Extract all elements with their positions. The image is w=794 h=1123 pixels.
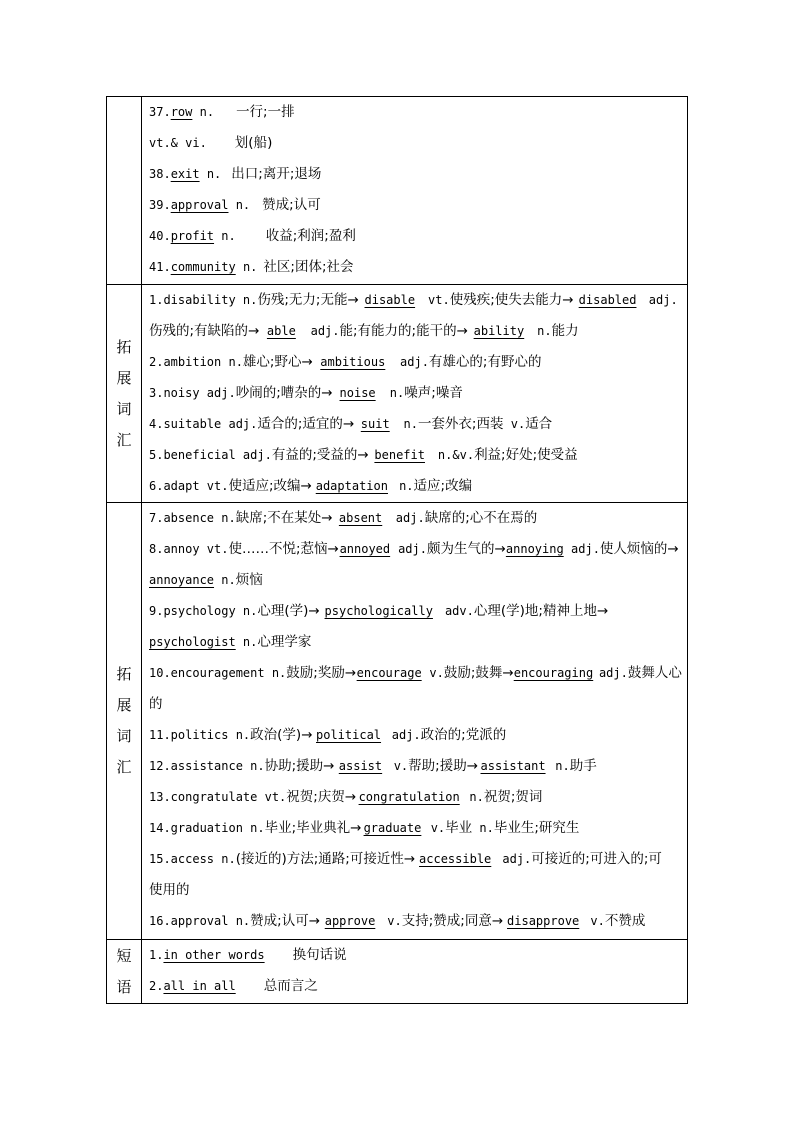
list-item bbox=[149, 596, 681, 627]
answer-word: annoyed bbox=[339, 542, 391, 556]
word-meaning: 能;有能力的;能干的 bbox=[339, 323, 457, 339]
word-meaning: 赞成;认可 bbox=[262, 197, 321, 213]
list-item bbox=[149, 97, 681, 128]
part-of-speech: adv. bbox=[437, 604, 474, 618]
answer-word: encourage bbox=[356, 666, 422, 680]
vocab-section bbox=[107, 97, 687, 285]
part-of-speech: adj. bbox=[563, 542, 600, 556]
part-of-speech: n. bbox=[199, 167, 222, 181]
phrase: in other words bbox=[163, 948, 265, 962]
word-meaning: 帮助;援助 bbox=[408, 758, 467, 774]
word-meaning: 雄心;野心 bbox=[242, 354, 302, 370]
extended-vocab-content-1 bbox=[142, 285, 687, 502]
word-meaning: 不赞成 bbox=[604, 913, 646, 929]
word-meaning: 吵闹的;嘈杂的 bbox=[235, 385, 322, 401]
item-number: 41. bbox=[149, 260, 171, 274]
answer-word: graduate bbox=[363, 821, 422, 835]
arrow-icon: → bbox=[491, 913, 504, 929]
part-of-speech: n. bbox=[235, 260, 258, 274]
list-item bbox=[149, 720, 681, 751]
section-label bbox=[107, 940, 142, 1003]
arrow-icon: → bbox=[347, 292, 359, 308]
answer-word: accessible bbox=[419, 852, 492, 866]
answer-word: psychologist bbox=[149, 635, 236, 649]
word-meaning: 毕业;毕业典礼 bbox=[264, 820, 351, 836]
arrow-icon: → bbox=[308, 913, 321, 929]
word-entry: 12.assistance n. bbox=[149, 759, 265, 773]
word-entry: 13.congratulate vt. bbox=[149, 790, 287, 804]
part-of-speech: n. bbox=[472, 821, 494, 835]
part-of-speech: n. bbox=[391, 479, 414, 493]
list-item bbox=[149, 378, 681, 409]
item-number: 2. bbox=[149, 979, 164, 993]
answer-word: assist bbox=[338, 759, 383, 773]
word-meaning: 伤残的;有缺陷的 bbox=[149, 323, 249, 339]
list-item bbox=[149, 940, 681, 971]
word-meaning: 有益的;受益的 bbox=[271, 447, 358, 463]
item-number: 40. bbox=[149, 229, 171, 243]
list-item bbox=[149, 751, 681, 782]
word-meaning: 划(船) bbox=[234, 135, 273, 151]
label-char: 汇 bbox=[116, 758, 132, 776]
extended-vocab-content-2 bbox=[142, 503, 687, 939]
word-meaning: 一行;一排 bbox=[236, 104, 295, 120]
label-char: 拓 bbox=[116, 337, 132, 356]
arrow-icon: → bbox=[562, 292, 574, 308]
part-of-speech: n. bbox=[235, 635, 258, 649]
word-meaning: 颇为生气的 bbox=[426, 541, 495, 557]
list-item bbox=[149, 190, 681, 221]
list-item bbox=[149, 658, 681, 689]
arrow-icon: → bbox=[300, 478, 312, 494]
word-meaning: 能力 bbox=[551, 323, 579, 339]
arrow-icon: → bbox=[301, 354, 313, 370]
list-item bbox=[149, 128, 681, 159]
label-char: 语 bbox=[116, 977, 132, 996]
label-char: 拓 bbox=[116, 665, 132, 683]
answer-word: annoyance bbox=[149, 573, 215, 587]
word-entry: 4.suitable adj. bbox=[149, 417, 258, 431]
word-meaning: 使人烦恼的 bbox=[599, 541, 668, 557]
list-item bbox=[149, 782, 681, 813]
word-meaning: 毕业生;研究生 bbox=[493, 820, 580, 836]
list-item bbox=[149, 906, 681, 937]
arrow-icon: → bbox=[357, 447, 369, 463]
answer-word: encouraging bbox=[513, 666, 594, 680]
answer-word: absent bbox=[338, 511, 383, 525]
part-of-speech: n. bbox=[214, 573, 236, 587]
word-meaning: 祝贺;庆贺 bbox=[286, 789, 345, 805]
answer-word: political bbox=[316, 728, 382, 742]
label-char: 展 bbox=[116, 696, 132, 714]
part-of-speech: n. bbox=[396, 417, 418, 431]
answer-word: disabled bbox=[578, 293, 637, 307]
arrow-icon: → bbox=[344, 789, 357, 805]
part-of-speech: adj. bbox=[392, 355, 429, 369]
arrow-icon: → bbox=[667, 541, 679, 557]
arrow-icon: → bbox=[323, 758, 335, 774]
answer-word: approve bbox=[324, 914, 376, 928]
section-label bbox=[107, 503, 142, 939]
word-meaning: 鼓励;奖励 bbox=[286, 665, 345, 681]
list-item bbox=[149, 285, 681, 316]
part-of-speech: vt. bbox=[420, 293, 450, 307]
word-entry: 7.absence n. bbox=[149, 511, 236, 525]
word-meaning: 伤残;无力;无能 bbox=[257, 292, 348, 308]
list-item bbox=[149, 503, 681, 534]
arrow-icon: → bbox=[321, 510, 333, 526]
word-meaning: 适应;改编 bbox=[413, 478, 473, 494]
part-of-speech: v. bbox=[583, 914, 605, 928]
vocab-word: row bbox=[170, 105, 193, 119]
list-item bbox=[149, 347, 681, 378]
word-meaning: 的 bbox=[149, 696, 163, 712]
answer-word: disable bbox=[364, 293, 416, 307]
word-meaning: 使适应;改编 bbox=[228, 478, 301, 494]
answer-word: benefit bbox=[374, 448, 425, 462]
word-meaning: 出口;离开;退场 bbox=[231, 166, 322, 182]
list-item bbox=[149, 159, 681, 190]
list-item bbox=[149, 409, 681, 440]
label-char: 词 bbox=[116, 399, 132, 418]
arrow-icon: → bbox=[342, 416, 355, 432]
vocab-word: community bbox=[170, 260, 236, 274]
word-meaning: 使……不悦;惹恼 bbox=[228, 541, 328, 557]
word-meaning: 支持;赞成;同意 bbox=[401, 913, 492, 929]
vocab-word: approval bbox=[170, 198, 229, 212]
word-meaning: 心理(学)地;精神上地 bbox=[473, 603, 597, 619]
word-entry: 8.annoy vt. bbox=[149, 542, 229, 556]
part-of-speech: adj. bbox=[641, 293, 678, 307]
word-meaning: 社区;团体;社会 bbox=[263, 259, 354, 275]
answer-word: psychologically bbox=[324, 604, 433, 618]
arrow-icon: → bbox=[344, 665, 357, 681]
word-entry: 6.adapt vt. bbox=[149, 479, 229, 493]
answer-word: disapprove bbox=[507, 914, 580, 928]
phrases-content bbox=[142, 940, 687, 1003]
label-char: 展 bbox=[116, 368, 132, 387]
section-label bbox=[107, 285, 142, 502]
extended-vocab-section-2 bbox=[107, 503, 687, 940]
word-meaning: 缺席的;心不在焉的 bbox=[424, 510, 538, 526]
list-item bbox=[149, 440, 681, 471]
word-meaning: (接近的)方法;通路;可接近性 bbox=[235, 851, 404, 867]
part-of-speech: vt.& vi. bbox=[149, 136, 207, 150]
list-item bbox=[149, 534, 681, 565]
answer-word: adaptation bbox=[315, 479, 388, 493]
word-meaning: 鼓励;鼓舞 bbox=[443, 665, 503, 681]
word-meaning: 适合 bbox=[525, 416, 553, 432]
answer-word: suit bbox=[360, 417, 390, 431]
word-meaning: 祝贺;贺词 bbox=[483, 789, 543, 805]
word-entry: 3.noisy adj. bbox=[149, 386, 236, 400]
word-meaning: 烦恼 bbox=[235, 572, 263, 588]
list-item bbox=[149, 971, 681, 1002]
answer-word: assistant bbox=[480, 759, 546, 773]
part-of-speech: v. bbox=[386, 759, 409, 773]
vocabulary-table bbox=[106, 96, 688, 1004]
word-meaning: 助手 bbox=[569, 758, 597, 774]
word-meaning: 有雄心的;有野心的 bbox=[428, 354, 542, 370]
list-item bbox=[149, 471, 681, 502]
part-of-speech: adj. bbox=[591, 666, 628, 680]
word-meaning: 可接近的;可进入的;可 bbox=[531, 851, 662, 867]
word-meaning: 使残疾;使失去能力 bbox=[449, 292, 563, 308]
word-meaning: 收益;利润;盈利 bbox=[265, 228, 356, 244]
answer-word: annoying bbox=[505, 542, 564, 556]
part-of-speech: n. bbox=[548, 759, 570, 773]
arrow-icon: → bbox=[308, 603, 320, 619]
part-of-speech: v. bbox=[423, 821, 446, 835]
part-of-speech: n. bbox=[214, 229, 236, 243]
arrow-icon: → bbox=[494, 541, 506, 557]
answer-word: congratulation bbox=[358, 790, 460, 804]
word-meaning: 缺席;不在某处 bbox=[235, 510, 322, 526]
word-entry: 14.graduation n. bbox=[149, 821, 265, 835]
word-meaning: 利益;好处;使受益 bbox=[474, 447, 578, 463]
part-of-speech: adj. bbox=[303, 324, 340, 338]
word-meaning: 适合的;适宜的 bbox=[257, 416, 343, 432]
word-meaning: 协助;援助 bbox=[264, 758, 324, 774]
list-item-continuation bbox=[149, 875, 681, 906]
label-char: 汇 bbox=[116, 430, 132, 449]
part-of-speech: n. bbox=[192, 105, 215, 119]
word-meaning: 毕业 bbox=[445, 820, 473, 836]
arrow-icon: → bbox=[502, 665, 514, 681]
arrow-icon: → bbox=[248, 323, 260, 339]
word-meaning: 心理学家 bbox=[257, 634, 312, 650]
word-entry: 11.politics n. bbox=[149, 728, 251, 742]
word-meaning: 心理(学) bbox=[257, 603, 309, 619]
part-of-speech: n. bbox=[382, 386, 405, 400]
arrow-icon: → bbox=[301, 727, 313, 743]
word-entry: 10.encouragement n. bbox=[149, 666, 287, 680]
part-of-speech: n.&v. bbox=[430, 448, 475, 462]
extended-vocab-section-1 bbox=[107, 285, 687, 503]
part-of-speech: adj. bbox=[388, 511, 425, 525]
vocab-word: exit bbox=[170, 167, 200, 181]
word-meaning: 噪声;噪音 bbox=[404, 385, 463, 401]
part-of-speech: adj. bbox=[495, 852, 532, 866]
word-meaning: 使用的 bbox=[149, 882, 190, 898]
list-item-continuation bbox=[149, 689, 681, 720]
label-char: 短 bbox=[116, 946, 132, 965]
vocab-word: profit bbox=[170, 229, 215, 243]
label-char: 词 bbox=[116, 727, 132, 745]
list-item bbox=[149, 252, 681, 283]
phrase-meaning: 总而言之 bbox=[263, 978, 318, 994]
part-of-speech: adj. bbox=[384, 728, 421, 742]
word-entry: 5.beneficial adj. bbox=[149, 448, 272, 462]
list-item-continuation bbox=[149, 316, 681, 347]
word-entry: 2.ambition n. bbox=[149, 355, 243, 369]
phrase-meaning: 换句话说 bbox=[292, 947, 347, 963]
word-meaning: 政治的;党派的 bbox=[420, 727, 507, 743]
part-of-speech: adj. bbox=[390, 542, 427, 556]
part-of-speech: v. bbox=[503, 417, 526, 431]
arrow-icon: → bbox=[350, 820, 362, 836]
arrow-icon: → bbox=[321, 385, 333, 401]
item-number: 37. bbox=[149, 105, 171, 119]
word-entry: 9.psychology n. bbox=[149, 604, 258, 618]
arrow-icon: → bbox=[403, 851, 416, 867]
word-meaning: 赞成;认可 bbox=[250, 913, 309, 929]
item-number: 39. bbox=[149, 198, 171, 212]
arrow-icon: → bbox=[466, 758, 479, 774]
vocab-content bbox=[142, 97, 687, 284]
vocab-label-cell bbox=[107, 97, 142, 284]
list-item bbox=[149, 221, 681, 252]
item-number: 1. bbox=[149, 948, 164, 962]
item-number: 38. bbox=[149, 167, 171, 181]
list-item bbox=[149, 844, 681, 875]
word-meaning: 一套外衣;西装 bbox=[417, 416, 504, 432]
phrases-section bbox=[107, 940, 687, 1003]
list-item-continuation bbox=[149, 565, 681, 596]
word-meaning: 鼓舞人心 bbox=[627, 665, 682, 681]
word-entry: 16.approval n. bbox=[149, 914, 251, 928]
word-meaning: 政治(学) bbox=[250, 727, 302, 743]
answer-word: ability bbox=[473, 324, 525, 338]
answer-word: noise bbox=[339, 386, 376, 400]
list-item bbox=[149, 813, 681, 844]
part-of-speech: n. bbox=[462, 790, 484, 804]
part-of-speech: v. bbox=[380, 914, 402, 928]
word-entry: 1.disability n. bbox=[149, 293, 258, 307]
part-of-speech: v. bbox=[422, 666, 444, 680]
answer-word: able bbox=[266, 324, 296, 338]
arrow-icon: → bbox=[456, 323, 468, 339]
answer-word: ambitious bbox=[320, 355, 386, 369]
part-of-speech: n. bbox=[529, 324, 552, 338]
word-entry: 15.access n. bbox=[149, 852, 236, 866]
phrase: all in all bbox=[163, 979, 236, 993]
arrow-icon: → bbox=[327, 541, 339, 557]
arrow-icon: → bbox=[596, 603, 609, 619]
part-of-speech: n. bbox=[228, 198, 251, 212]
list-item-continuation bbox=[149, 627, 681, 658]
